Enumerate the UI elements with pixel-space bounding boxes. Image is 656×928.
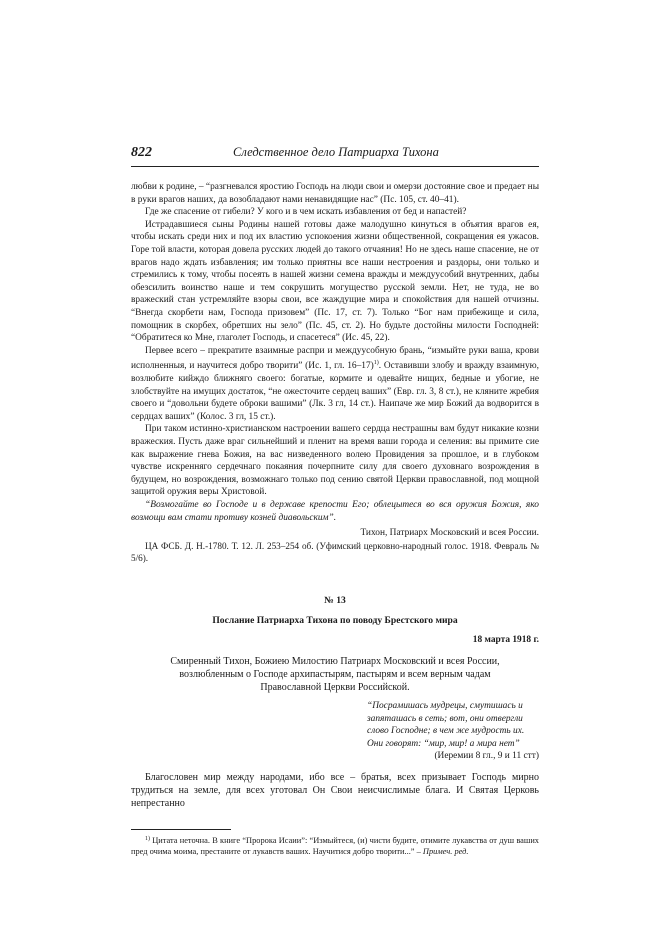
paragraph-text-continued: . Оставивши злобу и вражду взаимную, возлюбите кийждо ближняго своего: богатые, кормите и одевайте нищих, бедные и убогие, не злобствуйте на имущих достаток, “не ожесточите сердец ваших” (Евр. гл. 3, 8 ст.), не кляните жребия своего и “довольни будете оброки вашими” (Лк. 3 гл, 14 ст.). Наипаче же мир Божий да водворится в сердцах ваших” (Колос. 3 гл, 15 ст.).: [131, 361, 539, 422]
paragraph-with-footnote: [131, 345, 539, 424]
epigraph-line: слово Господне; в чем же мудрость их.: [367, 726, 525, 737]
paragraph: При таком истинно-христианском настроении вашего сердца нестрашны вам будут никакие козни вражеския. Пусть даже враг сильнейший и пленит на время ваши города и селения: вы примите сие как выражение гнева Божия, на вас низведенного волею Провидения за прошлое, и в глубоком чувстве искренняго сердечнаго покаяния почерпните силу для своего духовнаго возрождения в будущем, но возрождения, возможнаго только под сению святой Церкви православной, под мощной защитой оружия веры Христовой.: [131, 424, 539, 498]
epigraph-line: Они говорят: “мир, мир! а мира нет”: [367, 738, 520, 749]
document-number: № 13: [324, 594, 346, 606]
editor-note: Примеч. ред.: [422, 846, 469, 856]
paragraph: Истрадавшиеся сыны Родины нашей готовы даже малодушно кинуться в объятия врагов ея, чтобы искать среди них и под их властию успокоения жизни общественной, сокращения ея ужасов. Горе той власти, которая довела русских людей до такого отчаяния! Но не здесь наше спасение, не от врагов надо ждать избавления; им только приятны все наши нестроения и раздоры, они только и стремились к тому, чтобы посеять в нашей жизни семена вражды и междуусобий внутренних, дабы обезсилить воинство наше и тем сокрушить могущество русской земли. Нет, не туда, не во вражеский стан устремляйте взоры свои, все жаждущие мира и спокойствия для нашей отчизны. “Внегда скорбети нам, Господа призовем” (Пс. 17, ст. 7). Только “Бог нам прибежище и сила, помощник в скорбех, обретших ны зело” (Пс. 45, ст. 2). Но будьте достойны милости Господней: “Обратитеся ко Мне, глаголет Господь, и спасетеся” (Ис. 45, 22).: [131, 219, 539, 344]
closing-quote: “Возмогайте во Господе и в державе крепости Его; облецытеся во вся оружия Божия, яко возмощи вам стати противу козней диавольским”.: [131, 499, 539, 523]
footnote: [131, 835, 539, 857]
paragraph-text: Первее всего – прекратите взаимные распри и междуусобную брань, “измыйте руки ваша, крови исполненныя, и научитеся добро творити” (Ис. 1, гл. 16–17): [131, 345, 539, 372]
salutation: [131, 655, 539, 694]
footnote-marker: 1): [145, 835, 150, 842]
footnote-text: Цитата неточна. В книге “Пророка Исаии”: “Измыйтеся, (и) чисти будите, отимите лукавства от душ ваших пред очима моима, престаните от лукавств ваших. Научитися добро творити...” –: [131, 835, 539, 856]
epigraph-line: запяташась в сеть; вот, они отвергли: [367, 713, 523, 724]
salutation-line: Православной Церкви Российской.: [260, 681, 410, 693]
letter-body: [131, 181, 539, 565]
running-title: Следственное дело Патриарха Тихона: [233, 145, 439, 159]
archive-reference: ЦА ФСБ. Д. Н.-1780. Т. 12. Л. 253–254 об. (Уфимский церковно-народный голос. 1918. Февраль № 5/6).: [131, 540, 539, 564]
document-date: 18 марта 1918 г.: [472, 634, 539, 645]
epigraph-line: “Посрамишась мудрецы, смутишась и: [367, 700, 523, 711]
paragraph: Благословен мир между народами, ибо все – братья, всех призывает Господь мирно трудиться на земле, для всех уготовал Он Свои неисчислимые блага. И Святая Церковь непрестанно: [131, 771, 539, 810]
paragraph: любви к родине, – “разгневался яростию Господь на люди свои и омерзи достояние свое и предает ны в руки врагов наших, да возобладают нами ненавидящие нас” (Пс. 105, ст. 40–41).: [131, 182, 539, 205]
footnote-rule: [131, 829, 231, 830]
paragraph: Где же спасение от гибели? У кого и в чем искать избавления от бед и напастей?: [145, 207, 467, 218]
document-title: Послание Патриарха Тихона по поводу Брестского мира: [212, 614, 458, 626]
page-number: 822: [131, 145, 152, 160]
document-text: [131, 771, 539, 811]
epigraph-reference: (Иеремии 8 гл., 9 и 11 стт): [434, 751, 539, 762]
header-rule: [131, 166, 539, 167]
running-header: [131, 145, 539, 165]
footnote-marker: 1): [373, 360, 379, 367]
salutation-line: возлюбленным о Господе архипастырям, пастырям и всем верным чадам: [179, 668, 491, 680]
page: [131, 145, 539, 865]
epigraph: [367, 700, 539, 750]
signature: Тихон, Патриарх Московский и всея России.: [360, 528, 539, 539]
salutation-line: Смиренный Тихон, Божиею Милостию Патриарх Московский и всея России,: [170, 655, 500, 667]
